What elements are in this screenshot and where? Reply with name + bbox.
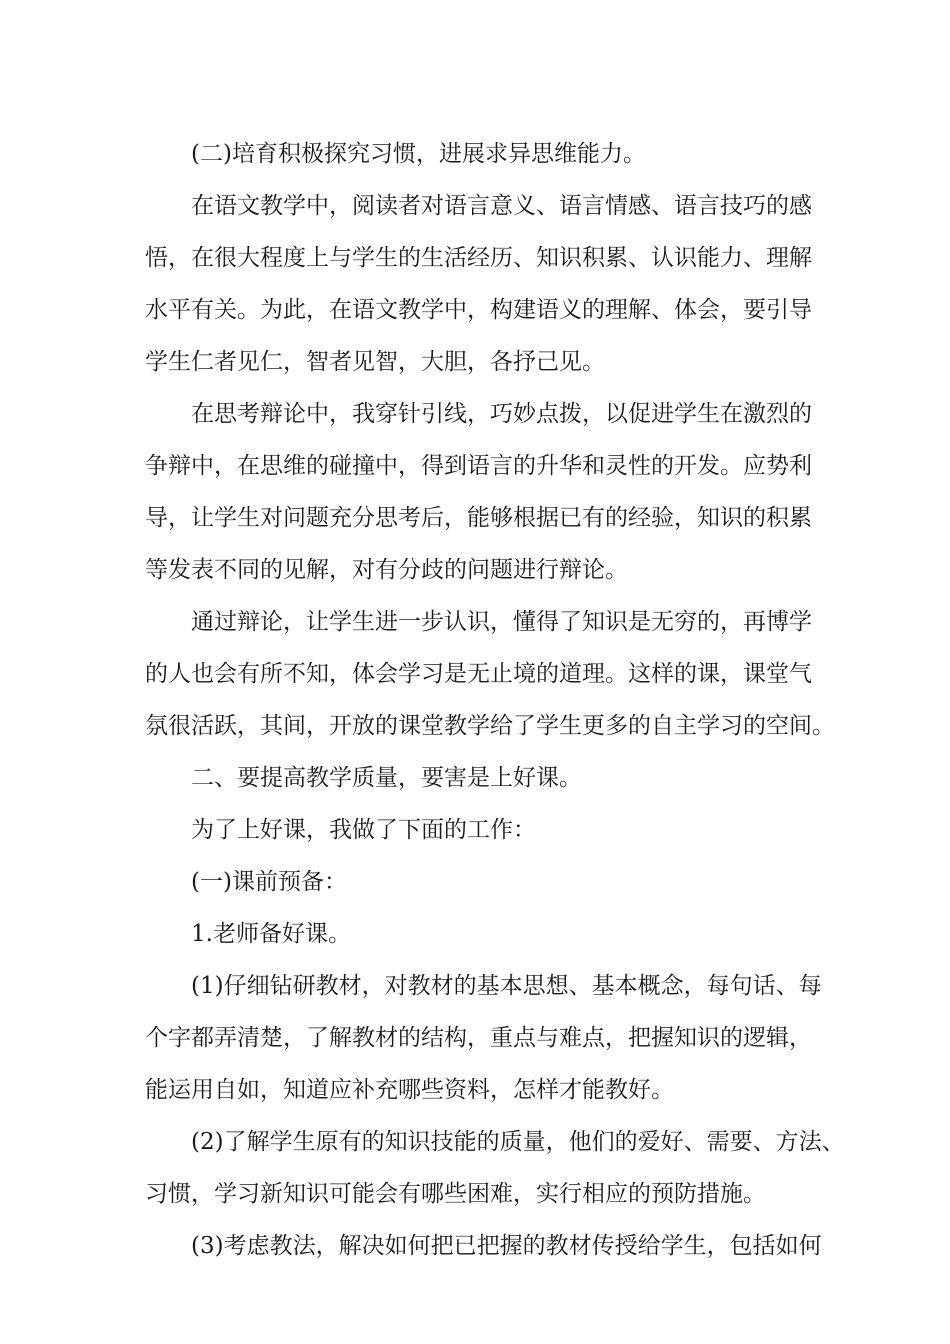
item-1-1-line-2: 个字都弄清楚，了解教材的结构，重点与难点，把握知识的逻辑， [145, 1025, 812, 1051]
item-1: 1.老师备好课。 [191, 921, 351, 947]
paragraph-2-line-1: 在思考辩论中，我穿针引线，巧妙点拨，以促进学生在激烈的 [191, 401, 812, 427]
item-1-1-line-3: 能运用自如，知道应补充哪些资料，怎样才能教好。 [145, 1077, 674, 1103]
paragraph-1-line-2: 悟，在很大程度上与学生的生活经历、知识积累、认识能力、理解 [145, 245, 812, 271]
subheading-1: (一)课前预备： [191, 869, 347, 895]
paragraph-2-line-2: 争辩中，在思维的碰撞中，得到语言的升华和灵性的开发。应势利 [145, 453, 812, 479]
paragraph-1-line-1: 在语文教学中，阅读者对语言意义、语言情感、语言技巧的感 [191, 193, 812, 219]
paragraph-2-line-3: 导，让学生对问题充分思考后，能够根据已有的经验，知识的积累 [145, 505, 812, 531]
paragraph-2-line-4: 等发表不同的见解，对有分歧的问题进行辩论。 [145, 557, 628, 583]
paragraph-3-line-1: 通过辩论，让学生进一步认识，懂得了知识是无穷的，再博学 [191, 609, 812, 635]
paragraph-3-line-3: 氛很活跃，其间，开放的课堂教学给了学生更多的自主学习的空间。 [145, 713, 835, 739]
item-1-3-line-1: (3)考虑教法，解决如何把已把握的教材传授给学生，包括如何 [191, 1233, 822, 1259]
intro-line: 为了上好课，我做了下面的工作： [191, 817, 536, 843]
document-body [145, 128, 845, 1272]
paragraph-3-line-2: 的人也会有所不知，体会学习是无止境的道理。这样的课，课堂气 [145, 661, 812, 687]
paragraph-1-line-4: 学生仁者见仁，智者见智，大胆，各抒己见。 [145, 349, 605, 375]
section-heading-2: 二、要提高教学质量，要害是上好课。 [191, 765, 582, 791]
item-1-1-line-1: (1)仔细钻研教材，对教材的基本思想、基本概念，每句话、每 [191, 973, 822, 999]
paragraph-1-line-3: 水平有关。为此，在语文教学中，构建语义的理解、体会，要引导 [145, 297, 812, 323]
item-1-2-line-2: 习惯，学习新知识可能会有哪些困难，实行相应的预防措施。 [145, 1181, 766, 1207]
heading-line-1: (二)培育积极探究习惯，进展求异思维能力。 [191, 141, 646, 167]
item-1-2-line-1: (2)了解学生原有的知识技能的质量，他们的爱好、需要、方法、 [191, 1129, 845, 1155]
